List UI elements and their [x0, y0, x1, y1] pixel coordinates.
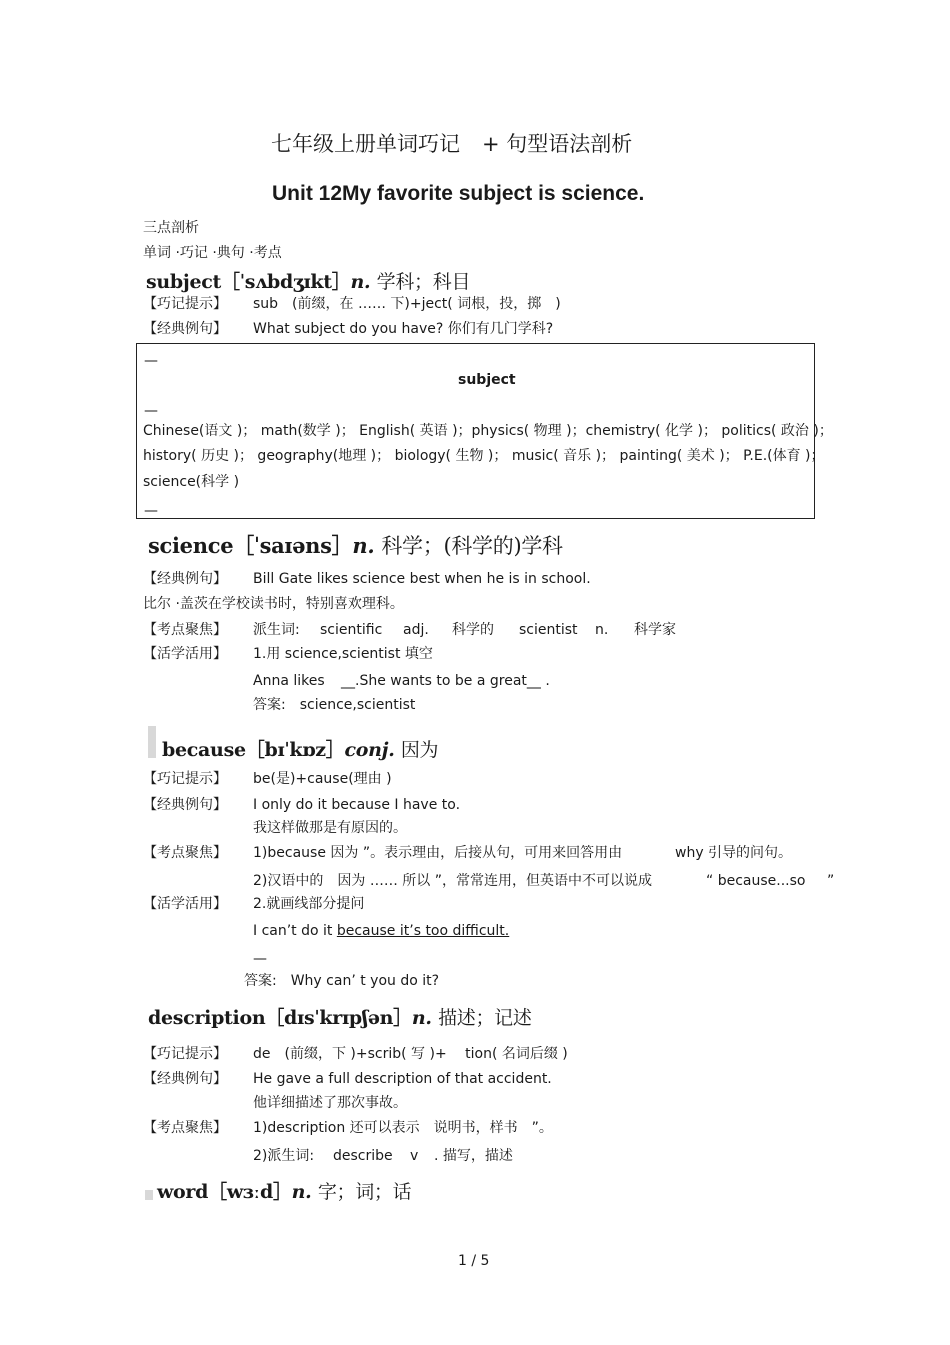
- phonetic: ［ˈsʌbdʒɪkt］: [221, 271, 351, 293]
- box-dash-top: —: [144, 353, 158, 369]
- focus-1b: why 引导的问句。: [675, 845, 793, 861]
- example-text: Bill Gate likes science best when he is in school.: [253, 571, 591, 587]
- title-part-b: + 句型语法剖析: [482, 132, 633, 156]
- headword: because: [162, 739, 246, 761]
- word-heading-because: [162, 735, 438, 762]
- label-example: 【经典例句】: [143, 321, 227, 337]
- label-example: 【经典例句】: [143, 797, 227, 813]
- intro-line-2: 单词 ·巧记 ·典句 ·考点: [143, 245, 282, 261]
- box-heading: subject: [458, 372, 516, 388]
- part-of-speech: n.: [352, 533, 375, 558]
- word-heading-description: [148, 1003, 532, 1030]
- page-number: 1 / 5: [458, 1253, 490, 1269]
- meaning: 描述；记述: [438, 1007, 532, 1029]
- word-heading-word: [157, 1177, 411, 1204]
- label-tip: 【巧记提示】: [143, 296, 227, 312]
- use-question-b: __.She wants to be a great__ .: [341, 673, 550, 689]
- label-tip: 【巧记提示】: [143, 771, 227, 787]
- example-cn: 他详细描述了那次事故。: [253, 1095, 407, 1111]
- focus-f: n.: [595, 622, 609, 638]
- part-of-speech: n.: [411, 1007, 432, 1029]
- tip-text: sub (前缀，在 …… 下)+ject( 词根，投，掷 ): [253, 296, 561, 312]
- word-heading-subject: [146, 267, 470, 294]
- focus-g: 科学家: [634, 622, 676, 638]
- focus-2c: ”: [827, 873, 835, 889]
- underlined-part: because it’s too difficult.: [336, 923, 510, 939]
- focus-e: scientist: [519, 622, 578, 638]
- focus-1: 1)description 还可以表示 说明书，样书 ”。: [253, 1120, 553, 1136]
- label-example: 【经典例句】: [143, 571, 227, 587]
- grey-marker: [148, 726, 156, 758]
- headword: description: [148, 1007, 266, 1029]
- focus-1a: 1)because 因为 ”。表示理由，后接从句，可用来回答用由: [253, 845, 623, 861]
- meaning: 学科；科目: [376, 271, 471, 293]
- headword: subject: [146, 271, 222, 293]
- meaning: 因为: [400, 739, 439, 761]
- label-use: 【活学活用】: [143, 896, 227, 912]
- phonetic: ［ˈsaɪəns］: [233, 533, 353, 558]
- headword: word: [157, 1181, 209, 1203]
- focus-b: scientific: [320, 622, 383, 638]
- part-of-speech: n.: [291, 1181, 312, 1203]
- example-text: He gave a full description of that accident.: [253, 1071, 552, 1087]
- example-text: I only do it because I have to.: [253, 797, 461, 813]
- meaning: 科学；(科学的)学科: [381, 534, 563, 558]
- intro-line-1: 三点剖析: [143, 220, 199, 236]
- part-of-speech: conj.: [344, 739, 395, 761]
- box-line-2: history( 历史 )； geography(地理 )； biology( 生物 )； music( 音乐 )； painting( 美术 )； P.E.(体育 )；: [143, 448, 825, 464]
- focus-c: adj.: [403, 622, 429, 638]
- use-question-a: I can’t do it: [253, 923, 337, 939]
- label-tip: 【巧记提示】: [143, 1046, 227, 1062]
- phonetic: ［bɪˈkɒz］: [245, 739, 345, 761]
- example-cn: 比尔 ·盖茨在学校读书时，特别喜欢理科。: [143, 596, 404, 612]
- use-text: 2.就画线部分提问: [253, 896, 365, 912]
- grey-marker: [145, 1190, 153, 1200]
- focus-2b: “ because...so: [706, 873, 806, 889]
- use-answer: 答案: Why can’ t you do it?: [244, 973, 440, 989]
- use-answer: 答案: science,scientist: [253, 697, 416, 713]
- label-focus: 【考点聚焦】: [143, 845, 227, 861]
- box-dash-bottom: —: [144, 503, 158, 519]
- headword: science: [148, 533, 234, 558]
- meaning: 字；词；话: [317, 1181, 412, 1203]
- word-heading-science: [148, 530, 563, 560]
- use-dash: —: [253, 951, 267, 967]
- use-question-a: Anna likes: [253, 673, 325, 689]
- use-text: 1.用 science,scientist 填空: [253, 646, 433, 662]
- focus-2b: describe: [333, 1148, 393, 1164]
- box-dash-mid: —: [144, 403, 158, 419]
- example-text: What subject do you have? 你们有几门学科?: [253, 321, 554, 337]
- phonetic: ［wɜːd］: [208, 1181, 292, 1203]
- label-example: 【经典例句】: [143, 1071, 227, 1087]
- box-line-1: Chinese(语文 )； math(数学 )； English( 英语 )；physics( 物理 )；chemistry( 化学 )； politics( 政治 )；: [143, 423, 833, 439]
- focus-a: 派生词:: [253, 622, 300, 638]
- phonetic: ［dɪsˈkrɪpʃən］: [265, 1007, 412, 1029]
- tip-text: de (前缀，下 )+scrib( 写 )+ tion( 名词后缀 ): [253, 1046, 568, 1062]
- unit-title: Unit 12My favorite subject is science.: [272, 182, 645, 205]
- box-line-3: science(科学 ): [143, 474, 240, 490]
- part-of-speech: n.: [350, 271, 371, 293]
- focus-d: 科学的: [452, 622, 494, 638]
- page-title-cn: [271, 128, 632, 158]
- label-focus: 【考点聚焦】: [143, 622, 227, 638]
- use-question: [253, 922, 509, 940]
- label-focus: 【考点聚焦】: [143, 1120, 227, 1136]
- focus-2a: 2)汉语中的 因为 …… 所以 ”，常常连用，但英语中不可以说成: [253, 873, 652, 889]
- label-use: 【活学活用】: [143, 646, 227, 662]
- example-cn: 我这样做那是有原因的。: [253, 820, 407, 836]
- focus-2c: v: [410, 1148, 419, 1164]
- focus-2d: . 描写，描述: [434, 1148, 513, 1164]
- tip-text: be(是)+cause(理由 ): [253, 771, 392, 787]
- title-part-a: 七年级上册单词巧记: [271, 132, 460, 156]
- focus-2a: 2)派生词:: [253, 1148, 315, 1164]
